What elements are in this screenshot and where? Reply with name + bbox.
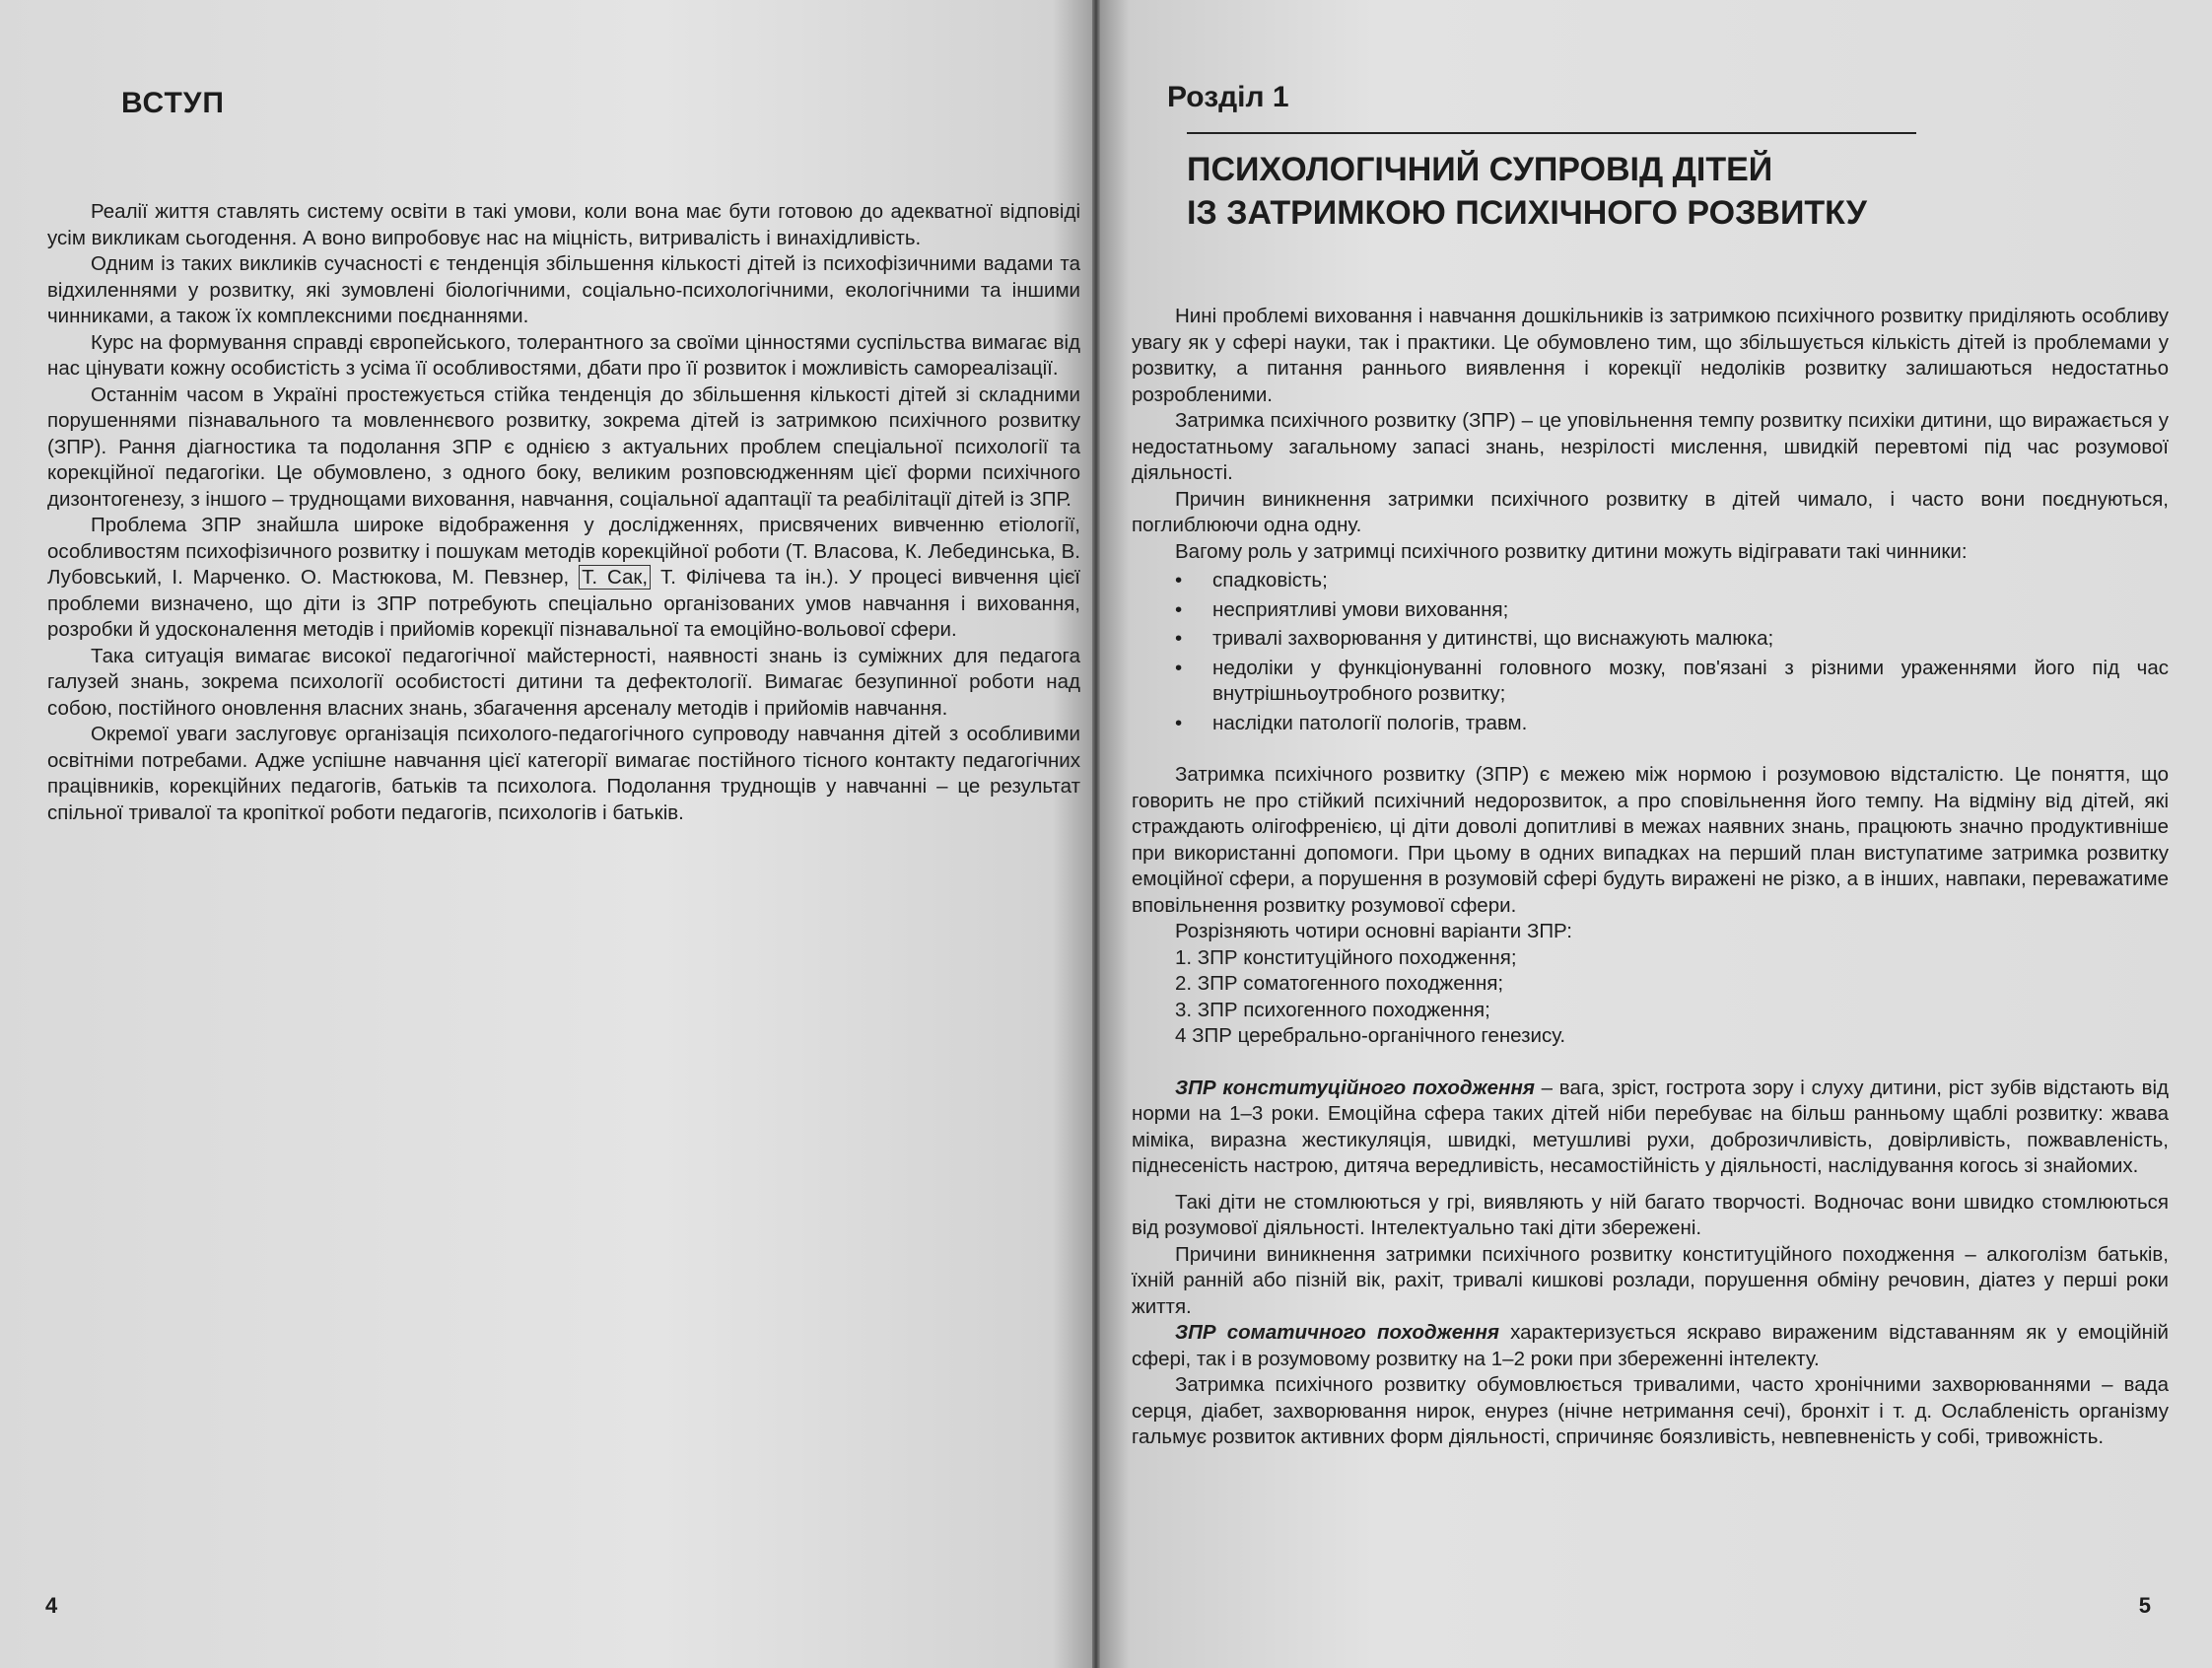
paragraph: Вагому роль у затримці психічного розвитку дитини можуть відігравати такі чинники: [1175,539,1968,563]
list-item: 1. ЗПР конституційного походження; [1175,945,1517,969]
left-page-body [47,199,1080,826]
section-title [1187,148,2074,235]
left-page [0,0,1096,1668]
right-page [1096,0,2212,1668]
list-item: 2. ЗПР соматогенного походження; [1175,972,1504,995]
section-divider [1187,132,1916,134]
paragraph: Окремої уваги заслуговує організація психолого-педагогічного супроводу навчання дітей з особливими освітніми потребами. Адже успішне навчання цієї категорії вимагає постійного тісного контакту педагогічних працівників, корекційних педагогів, батьків та психолога. Подолання труднощів у навчанні – це результат спільної тривалої та кропіткої роботи педагогів, психологів і батьків. [47,723,1080,824]
list-item: 4 ЗПР церебрально-органічного генезису. [1175,1024,1566,1047]
section-title-line: ПСИХОЛОГІЧНИЙ СУПРОВІД ДІТЕЙ [1187,151,1773,188]
section-label: Розділ 1 [1167,81,1289,113]
list-item: • недоліки у функціонуванні головного мозку, пов'язані з різними ураженнями його під час внутрішньоутробного розвитку; [1175,656,2169,708]
paragraph: Нині проблемі виховання і навчання дошкільників із затримкою психічного розвитку приділяють особливу увагу як у сфері науки, так і практики. Це обумовлено тим, що збільшується кількість дітей із проблемами у розвитку, а питання раннього виявлення і корекції недоліків розвитку залишаються недостатньо розробленими. [1132,305,2169,406]
paragraph: Причини виникнення затримки психічного розвитку конституційного походження – алкоголізм батьків, їхній ранній або пізній вік, рахіт, тривалі кишкові розлади, порушення обміну речовин, діатез у перші роки життя. [1132,1242,2169,1318]
paragraph [1132,1076,2169,1180]
paragraph [1132,1320,2169,1372]
right-page-body [1132,304,2169,1451]
page-number: 5 [2138,1593,2151,1618]
list-item: • несприятливі умови виховання; [1175,597,2169,624]
term: ЗПР соматичного походження [1175,1321,1499,1344]
boxed-author-name: Т. Сак, [579,565,651,590]
term: ЗПР конституційного походження [1175,1076,1535,1099]
page-heading: ВСТУП [121,87,225,119]
list-item: 3. ЗПР психогенного походження; [1175,998,1490,1021]
list-item: • тривалі захворювання у дитинстві, що виснажують малюка; [1175,626,2169,653]
paragraph: Така ситуація вимагає високої педагогічної майстерності, наявності знань із суміжних для педагога галузей знань, зокрема психології особистості дитини та дефектології. Вимагає безупинної роботи над собою, постійного оновлення власних знань, збагачення арсеналу методів і прийомів навчання. [47,644,1080,720]
paragraph-text: Т. Філічева та ін.). У процесі вивчення цієї проблеми визначено, що діти із ЗПР потребують спеціально організованих умов навчання і виховання, розробки й удосконалення методів і прийомів корекції пізнавальної та емоційно-вольової сфери. [47,566,1080,641]
list-item: • наслідки патології пологів, травм. [1175,711,2169,737]
paragraph: Останнім часом в Україні простежується стійка тенденція до збільшення кількості дітей зі складними порушеннями пізнавального та мовленнєвого розвитку, зокрема дітей із затримкою психічного розвитку (ЗПР). Рання діагностика та подолання ЗПР є однією з актуальних проблем спеціальної психології та корекційної педагогіки. Це обумовлено, з одного боку, великим розповсюдженням цієї форми психічного дизонтогенезу, з іншого – труднощами виховання, навчання, соціальної адаптації та реабілітації дітей із ЗПР. [47,382,1080,511]
book-gutter [1092,0,1100,1668]
section-title-line: ІЗ ЗАТРИМКОЮ ПСИХІЧНОГО РОЗВИТКУ [1187,194,1867,232]
paragraph: Затримка психічного розвитку обумовлюється тривалими, часто хронічними захворюваннями – вада серця, діабет, захворювання нирок, енурез (нічне нетримання сечі), бронхіт і т. д. Ослабленість організму гальмує розвиток активних форм діяльності, спричиняє боязливість, невпевненість у собі, тривожність. [1132,1373,2169,1448]
page-number: 4 [45,1593,58,1618]
paragraph: Реалії життя ставлять систему освіти в такі умови, коли вона має бути готовою до адекватної відповіді усім викликам сьогодення. А воно випробовує нас на міцність, витривалість і винахідливість. [47,200,1080,249]
paragraph: Причин виникнення затримки психічного розвитку в дітей чимало, і часто вони поєднуються, поглиблюючи одна одну. [1132,487,2169,536]
paragraph: Курс на формування справді європейського, толерантного за своїми цінностями суспільства вимагає від нас цінувати кожну особистість з усіма її особливостями, дбати про її розвиток і можливість самореалізації. [47,330,1080,380]
paragraph: Такі діти не стомлюються у грі, виявляють у ній багато творчості. Водночас вони швидко стомлюються від розумової діяльності. Інтелектуально такі діти збережені. [1132,1190,2169,1239]
factors-list [1132,568,2169,736]
paragraph: Затримка психічного розвитку (ЗПР) – це уповільнення темпу розвитку психіки дитини, що виражається у недостатньому загальному запасі знань, незрілості мислення, швидкій перевтомі під час розумової діяльності. [1132,409,2169,484]
paragraph: Розрізняють чотири основні варіанти ЗПР: [1175,920,1572,942]
paragraph-text: Проблема ЗПР знайшла широке відображення у дослідженнях, присвячених вивченню етіології, особливостям психофізичного розвитку і пошукам методів корекційної роботи (Т. Власова, К. Лебединська, В. Лубовський, І. Марченко. О. Мастюкова, М. Певзнер, [47,514,1080,589]
paragraph [47,513,1080,644]
paragraph: Одним із таких викликів сучасності є тенденція збільшення кількості дітей із психофізичними вадами та відхиленнями у розвитку, які зумовлені біологічними, соціально-психологічними, екологічними та іншими чинниками, а також їх комплексними поєднаннями. [47,252,1080,327]
paragraph-text: – вага, зріст, гострота зору і слуху дитини, ріст зубів відстають від норми на 1–3 роки. Емоційна сфера таких дітей ніби перебуває на більш ранньому щаблі розвитку: жвава міміка, виразна жестикуляція, швидкі, метушливі рухи, доброзичливість, довірливість, пожвавленість, піднесеність настрою, дитяча вередливість, несамостійність у діяльності, наслідування когось зі знайомих. [1132,1076,2169,1177]
paragraph: Затримка психічного розвитку (ЗПР) є межею між нормою і розумовою відсталістю. Це поняття, що говорить не про стійкий психічний недорозвиток, а про сповільнення його темпу. На відміну від дітей, які страждають олігофренією, ці діти доволі допитливі в межах наявних знань, працюють значно продуктивніше при використанні допомоги. При цьому в одних випадках на перший план виступатиме затримка розвитку емоційної сфери, а порушення в розумовій сфері будуть виражені не різко, а в інших, навпаки, переважатиме вповільнення розвитку розумової сфери. [1132,763,2169,917]
paragraph-text: характеризується яскраво вираженим відставанням як у емоційній сфері, так і в розумовому розвитку на 1–2 роки при збереженні інтелекту. [1132,1321,2169,1370]
variants-list [1132,945,2169,1050]
list-item: • спадковість; [1175,568,2169,594]
